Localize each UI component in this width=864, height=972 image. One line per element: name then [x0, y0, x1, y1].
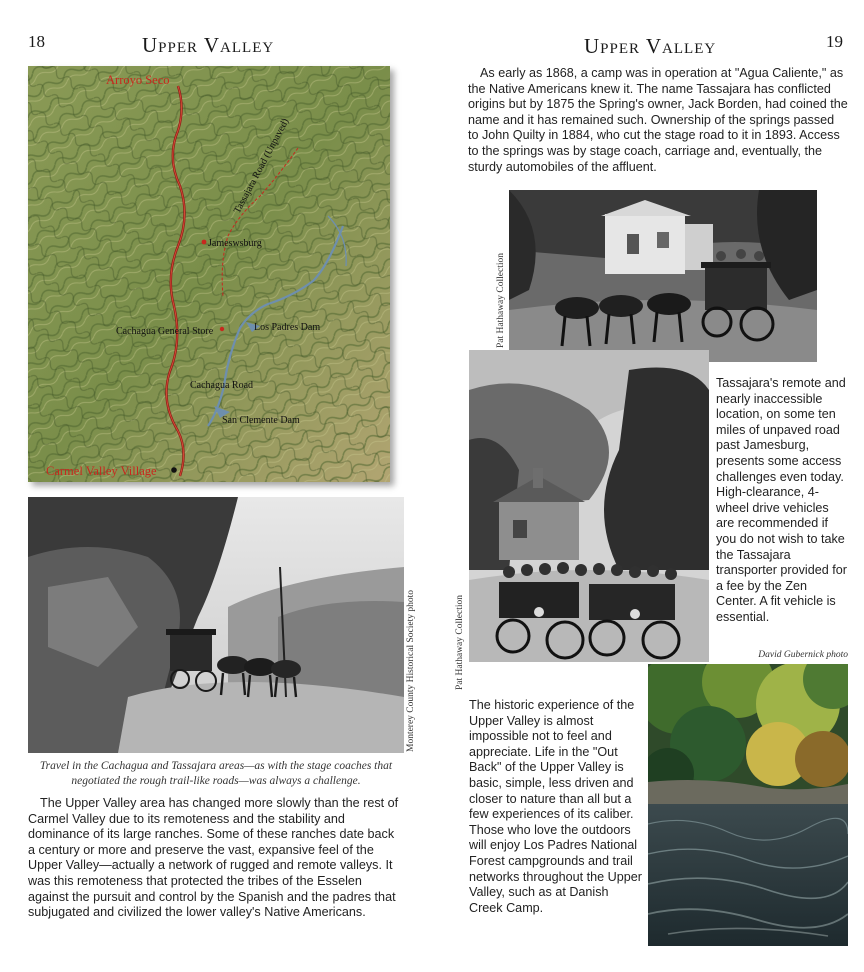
- map-label-carmel-valley-village: Carmel Valley Village: [46, 464, 157, 478]
- map-label-cachagua-store: Cachagua General Store: [116, 326, 214, 337]
- map-label-los-padres-dam: Los Padres Dam: [254, 322, 321, 333]
- photo-caption: Travel in the Cachagua and Tassajara areas—as with the stage coaches that negotiated the rough trail-like roads—was always a challenge.: [39, 760, 393, 787]
- right-closing-paragraph: The historic experience of the Upper Valley is almost impossible not to feel and appreciate. Life in the "Out Back" of the Upper Valley is basic, simple, less driven and closer to nature than all but a few experiences of its caliber. Those who love the outdoors will enjoy Los Padres National Forest campgrounds and trail networks throughout the Upper Valley, such as at Danish Creek Camp.: [469, 698, 642, 915]
- stage-at-springs-photo: [509, 190, 817, 362]
- page-number-right: 19: [826, 32, 843, 51]
- running-head-right: Upper Valley: [584, 34, 717, 58]
- map-label-jamesburg: Jameswsburg: [208, 238, 262, 249]
- photo-credit-hathaway-1: Pat Hathaway Collection: [496, 253, 506, 348]
- right-intro-paragraph: As early as 1868, a camp was in operation at "Agua Caliente," as the Native Americans knew it. The name Tassajara has conflicted origins but by 1875 the Spring's owner, Jack Borden, had coined the name and it has remained such. Ownership of the springs passed to John Quilty in 1884, who cut the stage road to it in 1893. Access to the springs was by stage coach, carriage and, eventually, the sturdy automobiles of the affluent.: [468, 66, 848, 174]
- map-label-tassajara-road: Tassajara Road (Unpaved): [231, 116, 292, 216]
- page-number-left: 18: [28, 32, 45, 51]
- running-head-left: Upper Valley: [142, 33, 275, 57]
- automobiles-at-lodge-photo: [469, 350, 709, 662]
- photo-credit-monterey: Monterey County Historical Society photo: [406, 589, 416, 752]
- map-label-cachagua-road: Cachagua Road: [190, 380, 254, 391]
- map-label-arroyo-seco: Arroyo Seco: [106, 73, 170, 87]
- photo-credit-gubernick: David Gubernick photo: [758, 650, 848, 660]
- stagecoach-photo: [28, 497, 404, 753]
- topographic-map: [28, 66, 390, 482]
- creek-photo: [648, 664, 848, 946]
- right-side-paragraph: Tassajara's remote and nearly inaccessible location, on some ten miles of unpaved road past Jamesburg, presents some access challenges even today. High-clearance, 4-wheel drive vehicles are recommended if you do not wish to take the Tassajara transporter provided for a fee by the Zen Center. A fit vehicle is essential.: [716, 376, 847, 624]
- photo-credit-hathaway-2: Pat Hathaway Collection: [455, 595, 465, 690]
- map-label-san-clemente-dam: San Clemente Dam: [222, 415, 300, 426]
- left-body-paragraph: The Upper Valley area has changed more slowly than the rest of Carmel Valley due to its remoteness and the stability and dominance of its large ranches. Some of these ranches date back a century or more and preserve the vast, expansive feel of the Upper Valley—actually a network of rugged and remote valleys. It was this remoteness that protected the tribes of the Esselen against the pursuit and control by the Spanish and the padres that subjugated and civilized the lower valley's Native Americans.: [28, 796, 399, 920]
